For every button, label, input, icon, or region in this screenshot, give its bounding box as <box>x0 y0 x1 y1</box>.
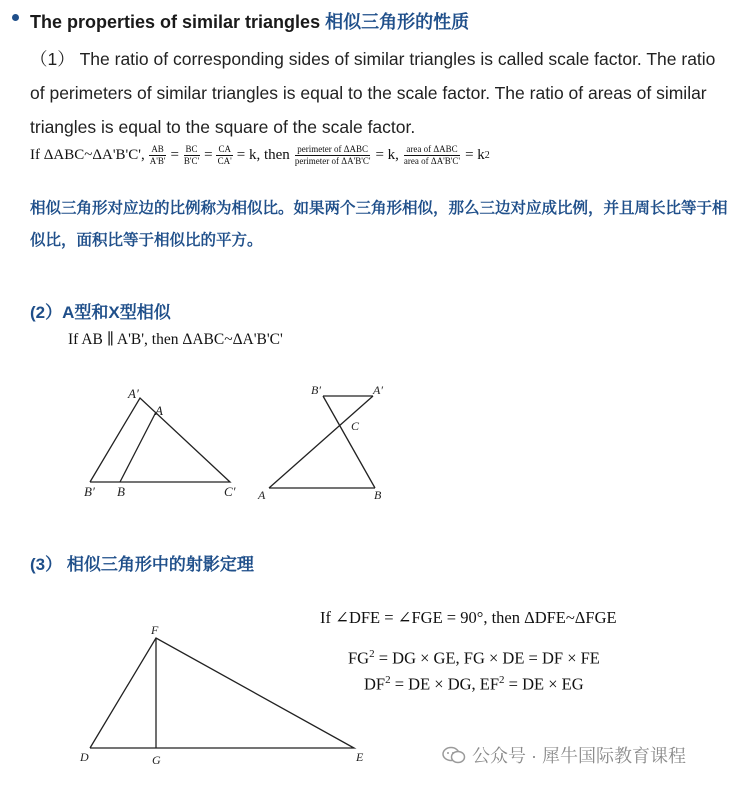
fraction-ca: $\frac{CA}{CA'}$ <box>217 144 232 166</box>
x-type-figure <box>255 378 395 508</box>
right-angle-condition: If ∠DFE = ∠FGE = 90°, then ΔDFE~ΔFGE <box>320 608 617 627</box>
label-x-b-prime: B′ <box>311 383 321 397</box>
scale-factor-paragraph: （1） The ratio of corresponding sides of similar triangles is called scale factor. The ratio of perimeters of similar triangles is equal to the scale factor. The ratio of areas of similar triangles is equal to the square of the scale factor. <box>30 49 716 137</box>
label-a: A <box>155 403 163 418</box>
label-x-b: B <box>374 488 382 502</box>
label-b: B <box>117 484 125 499</box>
label-e: E <box>356 750 364 764</box>
projection-equation-1: $FG^2$ = DG × GE, FG × DE = DF × FE <box>348 648 600 668</box>
label-f: F <box>151 623 159 637</box>
projection-theorem-figure <box>74 618 384 773</box>
label-d: D <box>80 750 89 764</box>
fraction-ab: $\frac{AB}{A'B'}$ <box>149 144 166 166</box>
label-x-a: A <box>258 488 266 502</box>
wechat-icon <box>442 745 466 765</box>
parallel-condition: If AB ∥ A'B', then ΔABC~ΔA'B'C' <box>68 331 283 348</box>
label-c-prime: C′ <box>224 484 236 499</box>
label-x-a-prime: A′ <box>373 383 383 397</box>
label-b-prime: B′ <box>84 484 95 499</box>
label-g: G <box>152 753 161 767</box>
fraction-bc: $\frac{BC}{B'C'}$ <box>183 144 200 166</box>
projection-equation-2: $DF^2$ = DE × DG, $EF^2$ = DE × EG <box>364 674 584 694</box>
watermark: 公众号 · 犀牛国际教育课程 <box>442 742 686 768</box>
section3-title: (3） 相似三角形中的射影定理 <box>30 555 254 574</box>
similarity-ratio-formula: If ΔABC~ΔA'B'C', $\frac{AB}{A'B'}$ = $\frac{BC}{B'C'}$ = $\frac{CA}{CA'}$ = k, then $\frac{\text{perimeter of ΔABC}}{\text{perimeter of ΔA'B'C'}}$ = k, $\frac{\text{area of ΔABC}}{\text{area of ΔA'B'C'}}$ = k 2 <box>30 144 490 166</box>
section2-title: (2）A型和X型相似 <box>30 303 171 322</box>
main-heading: The properties of similar triangles 相似三角形的性质 <box>30 12 470 32</box>
chinese-explanation: 相似三角形对应边的比例称为相似比。如果两个三角形相似，那么三边对应成比例，并且周长比等于相似比，面积比等于相似比的平方。 <box>30 200 728 249</box>
label-x-c: C <box>351 419 360 433</box>
a-type-figure <box>78 378 248 508</box>
label-a-prime: A′ <box>128 386 139 401</box>
fraction-perimeter: $\frac{\text{perimeter of ΔABC}}{\text{perimeter of ΔA'B'C'}}$ <box>294 144 371 166</box>
fraction-area: $\frac{\text{area of ΔABC}}{\text{area of ΔA'B'C'}}$ <box>403 144 461 166</box>
bullet-dot <box>12 14 19 21</box>
